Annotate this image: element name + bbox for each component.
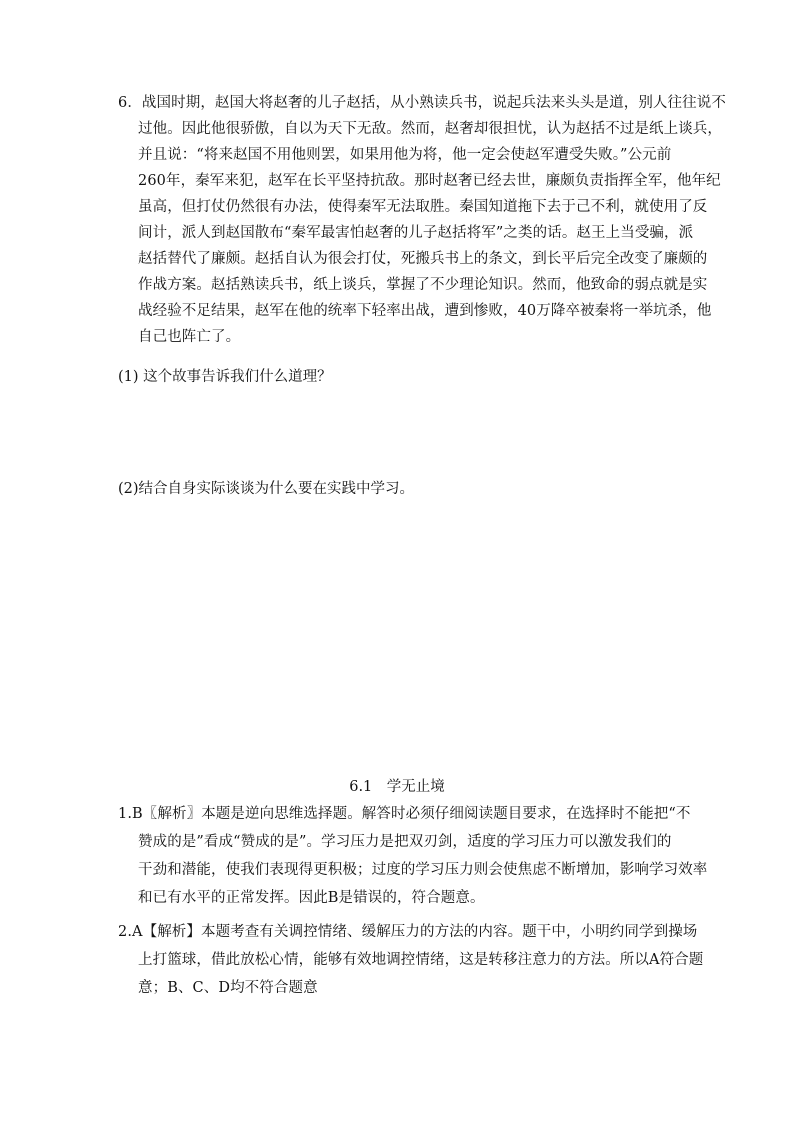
- question-6-line: 260年，秦军来犯，赵军在长平坚持抗敌。那时赵奢已经去世，廉颇负责指挥全军，他年纪: [138, 173, 721, 189]
- question-6: [118, 90, 726, 350]
- section-title: 6.1 学无止境: [349, 779, 445, 795]
- answer-line: 干劲和潜能，使我们表现得更积极；过度的学习压力则会使焦虑不断增加，影响学习效率: [138, 862, 708, 878]
- answer-line: 和已有水平的正常发挥。因此B是错误的，符合题意。: [138, 890, 485, 906]
- question-6-line: 6．战国时期，赵国大将赵奢的儿子赵括，从小熟读兵书，说起兵法来头头是道，别人往往说不: [118, 95, 726, 111]
- answer-line: 意；B、C、D均不符合题意: [138, 980, 318, 996]
- answer-1: [118, 800, 708, 912]
- question-6-line: 战经验不足结果，赵军在他的统率下轻率出战，遭到惨败，40万降卒被秦将一举坑杀，他: [138, 303, 712, 319]
- question-6-line: 作战方案。赵括熟读兵书，纸上谈兵，掌握了不少理论知识。然而，他致命的弱点就是实: [138, 277, 708, 293]
- answer-line: 上打篮球，借此放松心情，能够有效地调控情绪，这是转移注意力的方法。所以A符合题: [138, 952, 704, 968]
- sub-question-2: (2)结合自身实际谈谈为什么要在实践中学习。: [118, 481, 415, 497]
- question-6-line: 并且说：“将来赵国不用他则罢，如果用他为将，他一定会使赵军遭受失败。”公元前: [138, 147, 672, 163]
- answer-line: 1.B〖解析〗本题是逆向思维选择题。解答时必须仔细阅读题目要求，在选择时不能把“不: [118, 806, 691, 822]
- answer-2: [118, 918, 704, 1002]
- answer-list: [118, 800, 708, 1002]
- question-6-line: 虽高，但打仗仍然很有办法，使得秦军无法取胜。秦国知道拖下去于己不利，就使用了反: [138, 199, 708, 215]
- question-6-line: 间计，派人到赵国散布“秦军最害怕赵奢的儿子赵括将军”之类的话。赵王上当受骗，派: [138, 225, 694, 241]
- sub-question-1: (1) 这个故事告诉我们什么道理？: [118, 369, 332, 385]
- question-6-line: 赵括替代了廉颇。赵括自认为很会打仗，死搬兵书上的条文，到长平后完全改变了廉颇的: [138, 251, 708, 267]
- question-6-line: 自己也阵亡了。: [138, 329, 241, 345]
- question-6-line: 过他。因此他很骄傲，自以为天下无敌。然而，赵奢却很担忧，认为赵括不过是纸上谈兵，: [138, 121, 722, 137]
- answer-line: 2.A【解析】本题考查有关调控情绪、缓解压力的方法的内容。题干中，小明约同学到操场: [118, 924, 698, 940]
- answer-line: 赞成的是”看成“赞成的是”。学习压力是把双刃剑，适度的学习压力可以激发我们的: [138, 834, 672, 850]
